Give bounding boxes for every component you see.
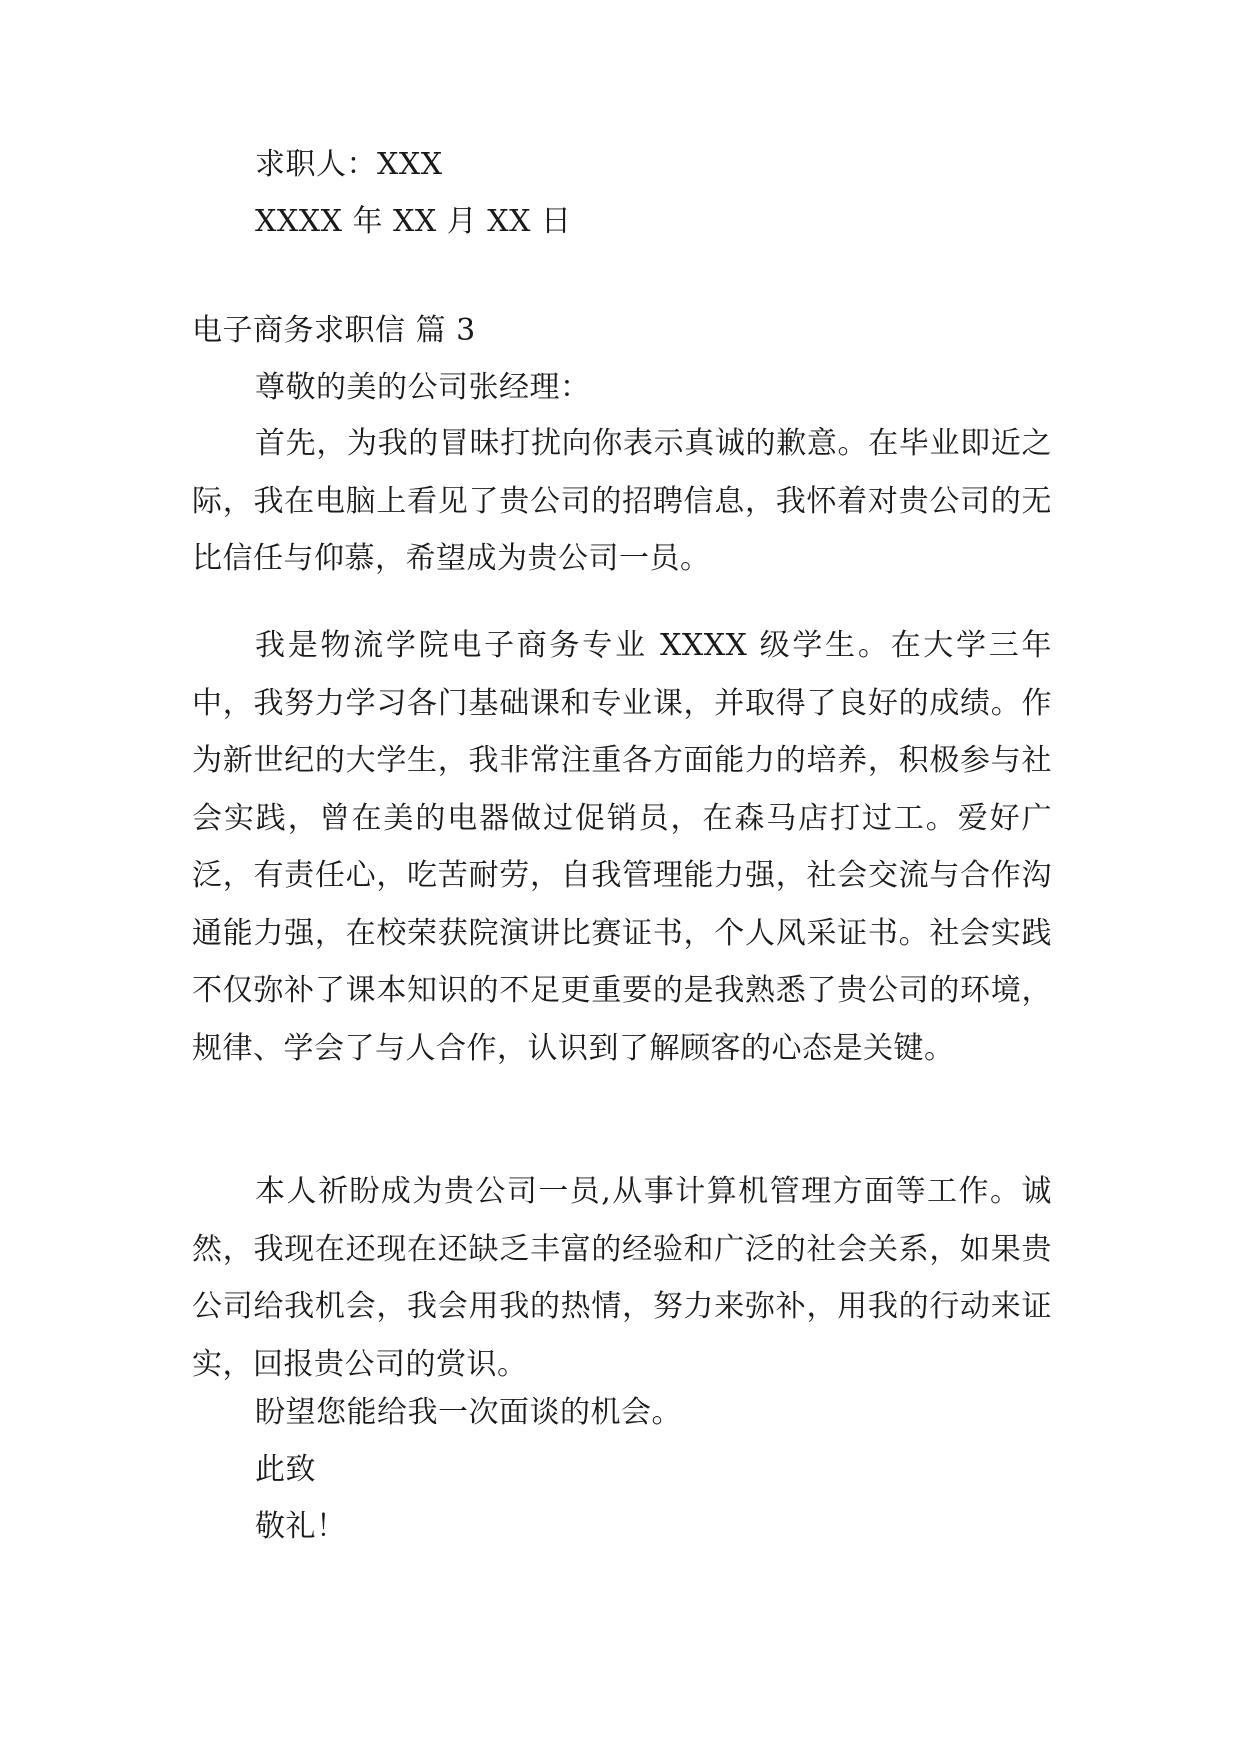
section-title: 电子商务求职信 篇 3 [192,313,476,348]
paragraph-background: 我是物流学院电子商务专业 XXXX 级学生。在大学三年中，我努力学习各门基础课和专业课，并取得了良好的成绩。作为新世纪的大学生，我非常注重各方面能力的培养，积极参与社会实践，曾在美的电器做过促销员，在森马店打过工。爱好广泛，有责任心，吃苦耐劳，自我管理能力强，社会交流与合作沟通能力强，在校荣获院演讲比赛证书，个人风采证书。社会实践不仅弥补了课本知识的不足更重要的是我熟悉了贵公司的环境，规律、学会了与人合作，认识到了解顾客的心态是关键。 [192,628,1052,1066]
paragraph-apology: 首先，为我的冒昧打扰向你表示真诚的歉意。在毕业即近之际，我在电脑上看见了贵公司的招聘信息，我怀着对贵公司的无比信任与仰慕，希望成为贵公司一员。 [192,426,1052,576]
paragraph-intent: 本人祈盼成为贵公司一员,从事计算机管理方面等工作。诚然，我现在还现在还缺乏丰富的经验和广泛的社会关系，如果贵公司给我机会，我会用我的热情，努力来弥补，用我的行动来证实，回报贵公司的赏识。 [192,1174,1052,1382]
applicant-signature: 求职人：XXX [255,147,443,182]
paragraph-interview-request: 盼望您能给我一次面谈的机会。 [255,1395,682,1430]
closing-cizhi: 此致 [255,1452,316,1487]
letter-date: XXXX 年 XX 月 XX 日 [255,204,572,239]
closing-jingli: 敬礼！ [255,1509,347,1544]
salutation: 尊敬的美的公司张经理： [255,370,591,405]
